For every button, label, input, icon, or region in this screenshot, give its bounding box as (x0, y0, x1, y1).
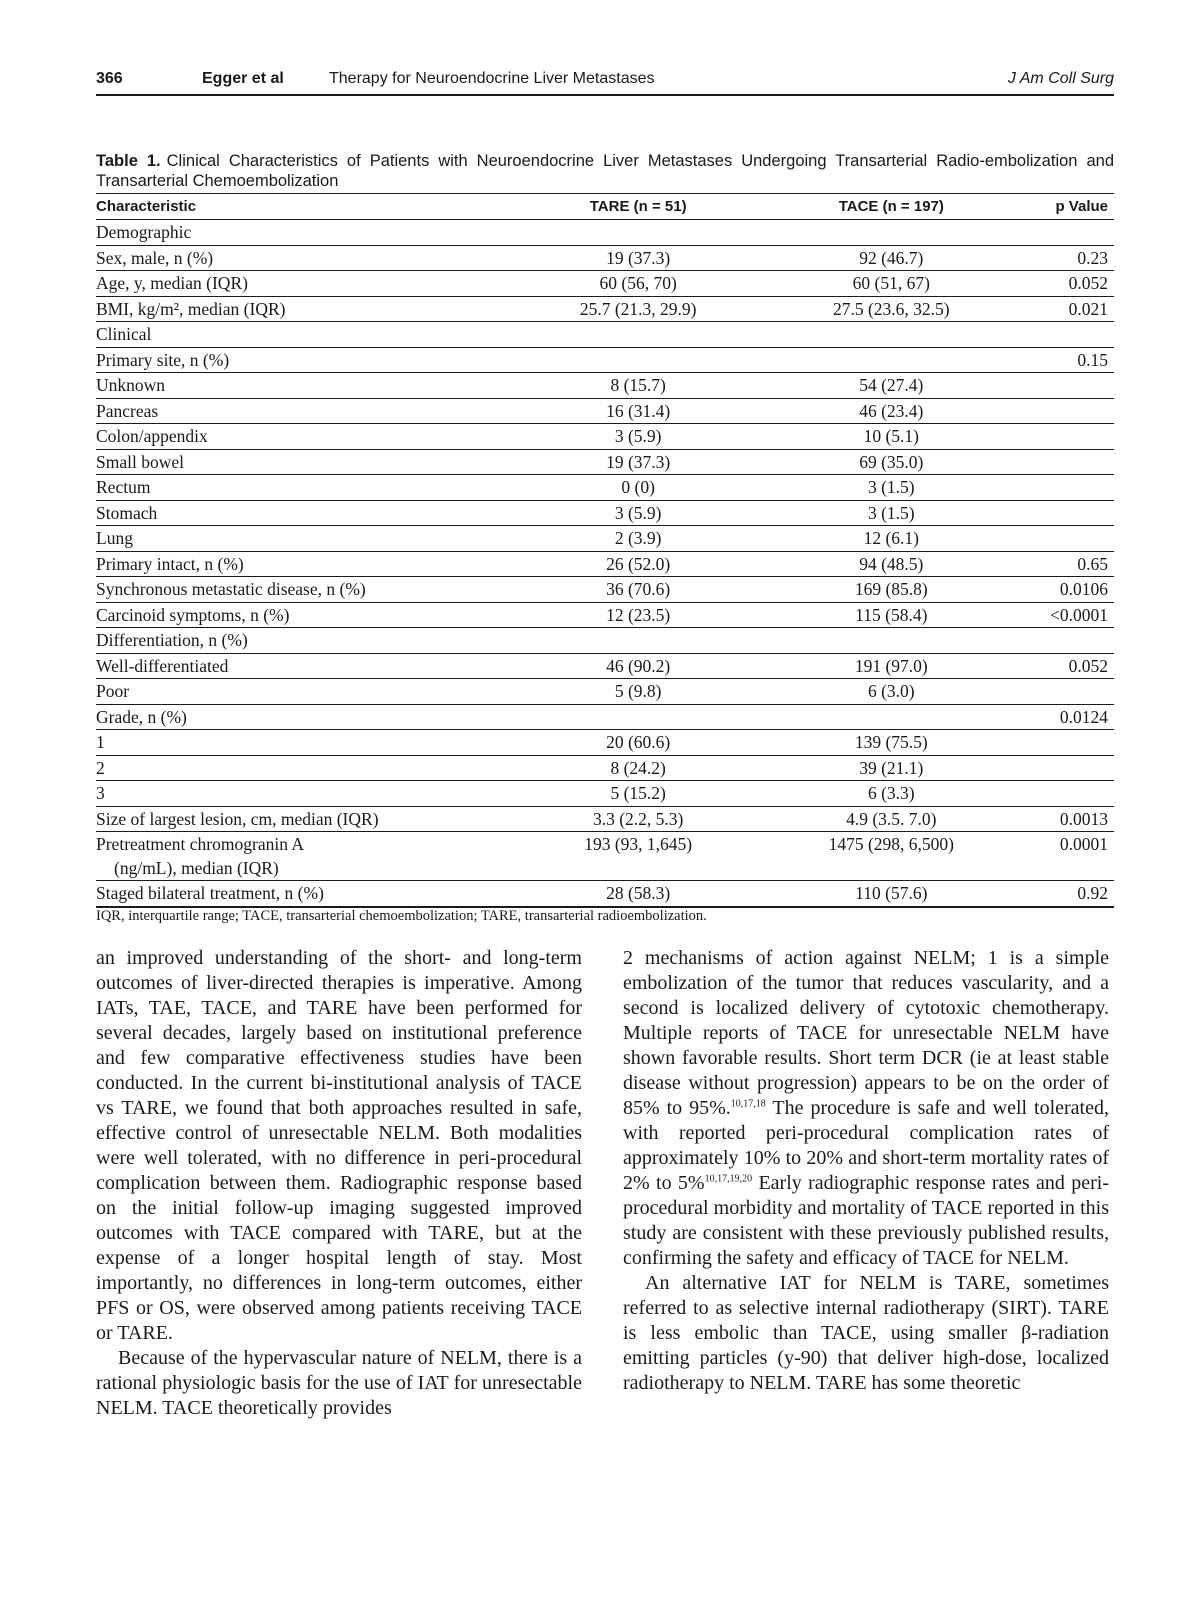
row-label: BMI, kg/m², median (IQR) (96, 296, 504, 322)
row-label: 2 (96, 755, 504, 781)
tace-value: 6 (3.0) (772, 679, 1010, 705)
p-value (1011, 398, 1114, 424)
tace-value (772, 628, 1010, 654)
p-value: 0.0013 (1011, 806, 1114, 832)
p-value: 0.15 (1011, 347, 1114, 373)
tare-value: 19 (37.3) (504, 245, 772, 271)
table-row (96, 475, 1114, 501)
table-label: Table 1. (96, 152, 161, 170)
tace-value: 46 (23.4) (772, 398, 1010, 424)
row-label: Pancreas (96, 398, 504, 424)
row-label: Size of largest lesion, cm, median (IQR) (96, 806, 504, 832)
body-column-left (96, 946, 582, 1421)
column-header: TACE (n = 197) (772, 194, 1010, 220)
tace-value: 60 (51, 67) (772, 271, 1010, 297)
body-column-right (623, 946, 1109, 1396)
tace-value (772, 704, 1010, 730)
table-row (96, 551, 1114, 577)
table-footnote: IQR, interquartile range; TACE, transarterial chemoembolization; TARE, transarterial radioembolization. (96, 908, 707, 924)
tace-value: 115 (58.4) (772, 602, 1010, 628)
tace-value: 139 (75.5) (772, 730, 1010, 756)
row-label: Colon/appendix (96, 424, 504, 450)
row-label: Primary intact, n (%) (96, 551, 504, 577)
column-header: Characteristic (96, 194, 504, 220)
table-row (96, 653, 1114, 679)
table-row (96, 220, 1114, 246)
row-label-line2: (ng/mL), median (IQR) (114, 858, 279, 878)
table-row (96, 628, 1114, 654)
paragraph-text: Early radiographic response rates and peri-procedural morbidity and mortality of TACE reported in this study are consistent with these previously published results, confirming the safety and efficacy of TACE for NELM. (623, 1172, 1109, 1269)
tace-value: 1475 (298, 6,500) (772, 832, 1010, 881)
column-header: p Value (1011, 194, 1114, 220)
p-value: 0.92 (1011, 881, 1114, 907)
tare-value (504, 220, 772, 246)
table-row (96, 679, 1114, 705)
table-row (96, 449, 1114, 475)
table-row (96, 245, 1114, 271)
tace-value: 27.5 (23.6, 32.5) (772, 296, 1010, 322)
row-label: Sex, male, n (%) (96, 245, 504, 271)
tace-value (772, 220, 1010, 246)
row-label: Demographic (96, 220, 504, 246)
tare-value: 3.3 (2.2, 5.3) (504, 806, 772, 832)
p-value (1011, 475, 1114, 501)
row-label: 1 (96, 730, 504, 756)
tace-value: 12 (6.1) (772, 526, 1010, 552)
table-row (96, 704, 1114, 730)
table-row (96, 832, 1114, 881)
table-row (96, 424, 1114, 450)
tace-value: 92 (46.7) (772, 245, 1010, 271)
table-row (96, 347, 1114, 373)
tare-value: 2 (3.9) (504, 526, 772, 552)
row-label: Unknown (96, 373, 504, 399)
tace-value: 3 (1.5) (772, 475, 1010, 501)
p-value: 0.0001 (1011, 832, 1114, 881)
p-value (1011, 424, 1114, 450)
table-row (96, 781, 1114, 807)
row-label: Synchronous metastatic disease, n (%) (96, 577, 504, 603)
tare-value: 0 (0) (504, 475, 772, 501)
header-authors: Egger et al (202, 70, 284, 87)
paragraph: Because of the hypervascular nature of NELM, there is a rational physiologic basis for the use of IAT for unresectable NELM. TACE theoretically provides (96, 1347, 582, 1419)
tace-value: 10 (5.1) (772, 424, 1010, 450)
tare-value: 19 (37.3) (504, 449, 772, 475)
tare-value: 36 (70.6) (504, 577, 772, 603)
tace-value: 4.9 (3.5. 7.0) (772, 806, 1010, 832)
tace-value: 110 (57.6) (772, 881, 1010, 907)
p-value: 0.65 (1011, 551, 1114, 577)
row-label: Grade, n (%) (96, 704, 504, 730)
tare-value (504, 628, 772, 654)
tare-value: 3 (5.9) (504, 500, 772, 526)
table-row (96, 271, 1114, 297)
tare-value: 60 (56, 70) (504, 271, 772, 297)
paragraph-text: 2 mechanisms of action against NELM; 1 is a simple embolization of the tumor that reduces vascularity, and a second is localized delivery of cytotoxic chemotherapy. Multiple reports of TACE for unresectable NELM have shown favorable results. Short term DCR (ie at least stable disease without progression) appears to be on the order of 85% to 95%. (623, 947, 1109, 1119)
tare-value: 20 (60.6) (504, 730, 772, 756)
row-label: Lung (96, 526, 504, 552)
p-value (1011, 526, 1114, 552)
row-label: Stomach (96, 500, 504, 526)
tare-value (504, 322, 772, 348)
paragraph: An alternative IAT for NELM is TARE, sometimes referred to as selective internal radiotherapy (SIRT). TARE is less embolic than TACE, using smaller β-radiation emitting particles (y-90) that deliver high-dose, localized radiotherapy to NELM. TARE has some theoretic (623, 1272, 1109, 1394)
tare-value: 5 (9.8) (504, 679, 772, 705)
row-label: Primary site, n (%) (96, 347, 504, 373)
citation-ref: 10,17,18 (730, 1098, 766, 1110)
tare-value (504, 347, 772, 373)
clinical-characteristics-table (96, 193, 1114, 908)
paragraph (623, 946, 1109, 1271)
table-header-row (96, 194, 1114, 220)
row-label: Rectum (96, 475, 504, 501)
table-row (96, 373, 1114, 399)
row-label: Carcinoid symptoms, n (%) (96, 602, 504, 628)
tace-value: 94 (48.5) (772, 551, 1010, 577)
table-row (96, 730, 1114, 756)
p-value (1011, 628, 1114, 654)
table-caption (96, 151, 1114, 191)
tare-value: 8 (15.7) (504, 373, 772, 399)
citation-ref: 10,17,19,20 (704, 1173, 753, 1185)
table-row (96, 577, 1114, 603)
row-label: Clinical (96, 322, 504, 348)
p-value: 0.0106 (1011, 577, 1114, 603)
page-number: 366 (96, 70, 123, 87)
tare-value: 46 (90.2) (504, 653, 772, 679)
table-row (96, 881, 1114, 907)
p-value: 0.23 (1011, 245, 1114, 271)
table-caption-text: Clinical Characteristics of Patients with Neuroendocrine Liver Metastases Undergoing Transarterial Radio-embolization and Transarterial Chemoembolization (96, 152, 1114, 190)
row-label (96, 832, 504, 881)
p-value: 0.0124 (1011, 704, 1114, 730)
tace-value: 39 (21.1) (772, 755, 1010, 781)
p-value: 0.021 (1011, 296, 1114, 322)
tace-value: 6 (3.3) (772, 781, 1010, 807)
table-row (96, 602, 1114, 628)
tare-value: 16 (31.4) (504, 398, 772, 424)
row-label: Differentiation, n (%) (96, 628, 504, 654)
tare-value: 26 (52.0) (504, 551, 772, 577)
table-row (96, 526, 1114, 552)
tare-value: 28 (58.3) (504, 881, 772, 907)
p-value: <0.0001 (1011, 602, 1114, 628)
p-value (1011, 730, 1114, 756)
row-label-line1: Pretreatment chromogranin A (96, 834, 304, 854)
table-row (96, 398, 1114, 424)
tare-value: 8 (24.2) (504, 755, 772, 781)
p-value: 0.052 (1011, 271, 1114, 297)
table-row (96, 322, 1114, 348)
tace-value: 69 (35.0) (772, 449, 1010, 475)
row-label: Poor (96, 679, 504, 705)
paragraph: an improved understanding of the short- and long-term outcomes of liver-directed therapies is imperative. Among IATs, TAE, TACE, and TARE have been performed for several decades, largely based on institutional preference and few comparative effectiveness studies have been conducted. In the current bi-institutional analysis of TACE vs TARE, we found that both approaches resulted in safe, effective control of unresectable NELM. Both modalities were well tolerated, with no difference in peri-procedural complication between them. Radiographic response based on the initial follow-up imaging suggested improved outcomes with TACE compared with TARE, but at the expense of a longer hospital length of stay. Most importantly, no differences in long-term outcomes, either PFS or OS, were observed among patients receiving TACE or TARE. (96, 947, 582, 1344)
tace-value: 191 (97.0) (772, 653, 1010, 679)
tace-value (772, 347, 1010, 373)
table-row (96, 755, 1114, 781)
p-value (1011, 449, 1114, 475)
p-value (1011, 781, 1114, 807)
table-row (96, 500, 1114, 526)
tare-value: 3 (5.9) (504, 424, 772, 450)
column-header: TARE (n = 51) (504, 194, 772, 220)
table-row (96, 296, 1114, 322)
running-header (96, 70, 1114, 96)
p-value (1011, 220, 1114, 246)
tace-value: 54 (27.4) (772, 373, 1010, 399)
tare-value: 25.7 (21.3, 29.9) (504, 296, 772, 322)
p-value (1011, 322, 1114, 348)
table-row (96, 806, 1114, 832)
tace-value: 3 (1.5) (772, 500, 1010, 526)
paragraph-text: The procedure is safe and well tolerated, with reported peri-procedural complication rates of approximately 10% to 20% and short-term mortality rates of 2% to 5% (623, 1097, 1109, 1194)
row-label: Staged bilateral treatment, n (%) (96, 881, 504, 907)
p-value (1011, 373, 1114, 399)
tare-value: 5 (15.2) (504, 781, 772, 807)
p-value (1011, 500, 1114, 526)
tare-value: 12 (23.5) (504, 602, 772, 628)
tare-value: 193 (93, 1,645) (504, 832, 772, 881)
row-label: Age, y, median (IQR) (96, 271, 504, 297)
row-label: 3 (96, 781, 504, 807)
tare-value (504, 704, 772, 730)
p-value (1011, 755, 1114, 781)
row-label: Small bowel (96, 449, 504, 475)
journal-name: J Am Coll Surg (1007, 70, 1114, 87)
row-label: Well-differentiated (96, 653, 504, 679)
p-value: 0.052 (1011, 653, 1114, 679)
running-title: Therapy for Neuroendocrine Liver Metastases (329, 70, 655, 87)
p-value (1011, 679, 1114, 705)
tace-value: 169 (85.8) (772, 577, 1010, 603)
tace-value (772, 322, 1010, 348)
